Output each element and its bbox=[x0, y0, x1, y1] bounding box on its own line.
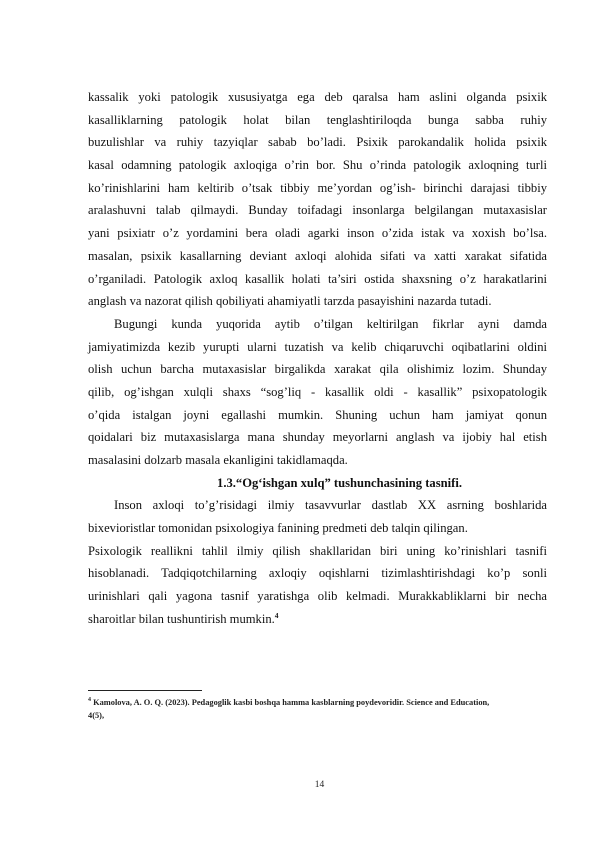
text-line: kassalik yoki patologik xususiyatga ega deb qaralsa ham aslini olganda psixik bbox=[88, 90, 547, 104]
page-number: 14 bbox=[314, 780, 325, 790]
text-line: Bugungi kunda yuqorida aytib o’tilgan keltirilgan fikrlar ayni damda bbox=[114, 316, 547, 331]
footnote-divider bbox=[88, 690, 202, 691]
text-line: yani psixiatr o’z yordamini bera oladi agarki inson o’zida istak va xoxish bo’lsa. bbox=[88, 226, 547, 241]
footnote-reference[interactable]: 4 bbox=[274, 610, 279, 620]
text-line: bixevioristlar tomonidan psixologiya fanining predmeti deb talqin qilingan. bbox=[88, 521, 468, 536]
text-line: masalan, psixik kasallarning deviant axloqi alohida sifati va xatti xarakat sifatida bbox=[88, 248, 547, 263]
text-line: Psixologik reallikni tahlil ilmiy qilish shakllaridan biri uning ko’rinishlari tasnifi bbox=[88, 543, 547, 558]
text-line: o’qida istalgan joyni egallashi mumkin. Shuning uchun ham jamiyat qonun bbox=[88, 407, 547, 422]
text-line: anglash va nazorat qilish qobiliyati ahamiyatli tarzda pasayishini nazarda tutadi. bbox=[88, 294, 492, 309]
footnote-line: 4(5), bbox=[88, 710, 105, 720]
text-line: kasal odamning patologik axloqiga o’rin bor. Shu o’rinda patologik axloqning turli bbox=[88, 158, 547, 173]
text-line: olish uchun barcha mutaxasislar birgalikda xarakat qila olishimiz lozim. Shunday bbox=[88, 362, 547, 377]
text-line-content: sharoitlar bilan tushuntirish mumkin. bbox=[88, 611, 275, 626]
footnote-text: Kamolova, A. O. Q. (2023). Pedagoglik kasbi boshqa hamma kasblarning poydevoridir. Science and Education, bbox=[93, 697, 490, 707]
text-line: masalasini dolzarb masala ekanligini takidlamaqda. bbox=[88, 453, 348, 467]
text-line: Inson axloqi to’g’risidagi ilmiy tasavvurlar dastlab XX asrning boshlarida bbox=[114, 498, 547, 513]
body-text bbox=[88, 86, 547, 631]
text-line: qilib, og’ishgan xulqli shaxs “sog’liq - kasallik oldi - kasallik” psixopatologik bbox=[88, 384, 547, 399]
footnote bbox=[88, 694, 548, 722]
footnote-number: 4 bbox=[88, 697, 91, 703]
text-line: jamiyatimizda kezib yurupti ularni tuzatish va kelib chiqaruvchi oqibatlarini oldini bbox=[88, 339, 547, 354]
text-line bbox=[88, 608, 547, 631]
footnote-line bbox=[88, 694, 548, 709]
text-line: urinishlari qali yagona tasnif yaratishga olib kelmadi. Murakkabliklarni bir necha bbox=[88, 589, 547, 604]
section-heading: 1.3.“Og‘ishgan xulq” tushunchasining tasnifi. bbox=[217, 475, 462, 490]
text-line: ko’rinishlarini ham keltirib o’tsak tibbiy me’yordan og’ish- birinchi darajasi tibbiy bbox=[88, 180, 547, 195]
text-line: hisoblanadi. Tadqiqotchilarning axloqiy oqishlarni tizimlashtirishdagi ko’p sonli bbox=[88, 566, 547, 581]
text-line: qoidalari biz mutaxasislarga mana shunday meyorlarni anglash va ijobiy hal etish bbox=[88, 430, 547, 445]
text-line: kasalliklarning patologik holat bilan tenglashtiriloqda bunga sabba ruhiy bbox=[88, 112, 547, 127]
text-line: buzulishlar va ruhiy tazyiqlar sabab bo’ladi. Psixik parokandalik holida psixik bbox=[88, 135, 547, 150]
text-line: o’rganiladi. Patologik axloq kasallik holati ta’siri ostida shaxsning o’z harakatlarini bbox=[88, 271, 547, 286]
text-line: aralashuvni talab qilmaydi. Bunday toifadagi insonlarga belgilangan mutaxasislar bbox=[88, 203, 547, 218]
